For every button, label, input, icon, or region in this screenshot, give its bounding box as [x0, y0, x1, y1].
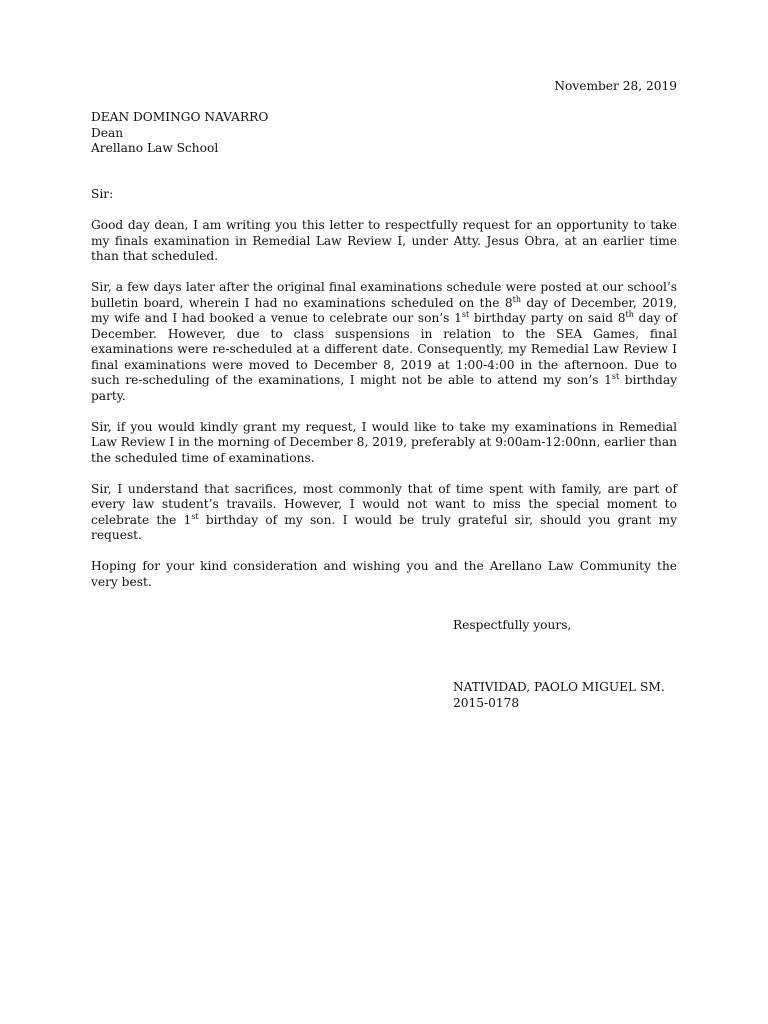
- paragraph-text: day of December, 2019, my wife and I had booked a venue to celebrate our son’s 1: [91, 295, 677, 325]
- signatory-name: NATIVIDAD, PAOLO MIGUEL SM.: [453, 680, 665, 694]
- paragraph-request: Good day dean, I am writing you this letter to respectfully request for an opportunity to take my finals examination in Remedial Law Review I, under Atty. Jesus Obra, at an earlier time than that scheduled.: [91, 218, 677, 263]
- paragraph-closing-remarks: Hoping for your kind consideration and wishing you and the Arellano Law Community the very best.: [91, 559, 677, 589]
- paragraph-text: birthday party.: [91, 373, 677, 403]
- recipient-title: Dean: [91, 125, 124, 140]
- student-id-number: 2015-0178: [453, 695, 520, 710]
- letter-date: November 28, 2019: [554, 79, 677, 93]
- ordinal-suffix: st: [461, 310, 470, 319]
- paragraph-text: Sir, I understand that sacrifices, most commonly that of time spent with family, are part of every law student’s travails. However, I would not want to miss the special moment to celebrate the 1: [91, 481, 677, 527]
- ordinal-suffix: th: [512, 294, 521, 304]
- complimentary-close: Respectfully yours,: [453, 618, 572, 632]
- recipient-block: [91, 110, 268, 157]
- salutation: Sir:: [91, 187, 114, 201]
- paragraph-proposal: Sir, if you would kindly grant my request, I would like to take my examinations in Remedial Law Review I in the morning of December 8, 2019, preferably at 9:00am-12:00nn, earlier than the scheduled time of examinations.: [91, 419, 677, 465]
- signature-block: [453, 680, 665, 711]
- paragraph-text: day of December. However, due to class suspensions in relation to the SEA Games, final examinations were re-scheduled at a different date. Consequently, my Remedial Law Review I final examinations were moved to December 8, 2019 at 1:00-4:00 in the afternoon. Due to such re-scheduling of the examinations, I might not be able to attend my son’s 1: [91, 311, 677, 387]
- paragraph-text: birthday of my son. I would be truly grateful sir, should you grant my request.: [91, 512, 677, 542]
- ordinal-suffix: st: [611, 372, 620, 381]
- letter-body: [91, 218, 677, 606]
- paragraph-justification: [91, 482, 677, 544]
- recipient-name: DEAN DOMINGO NAVARRO: [91, 110, 269, 124]
- paragraph-text: birthday party on said 8: [469, 311, 626, 325]
- paragraph-text: Sir, a few days later after the original final examinations schedule were posted at our school’s bulletin board, wherein I had no examinations scheduled on the 8: [91, 280, 677, 310]
- ordinal-suffix: th: [625, 310, 634, 319]
- ordinal-suffix: st: [191, 511, 199, 521]
- recipient-institution: Arellano Law School: [91, 141, 219, 155]
- paragraph-background: [91, 280, 677, 404]
